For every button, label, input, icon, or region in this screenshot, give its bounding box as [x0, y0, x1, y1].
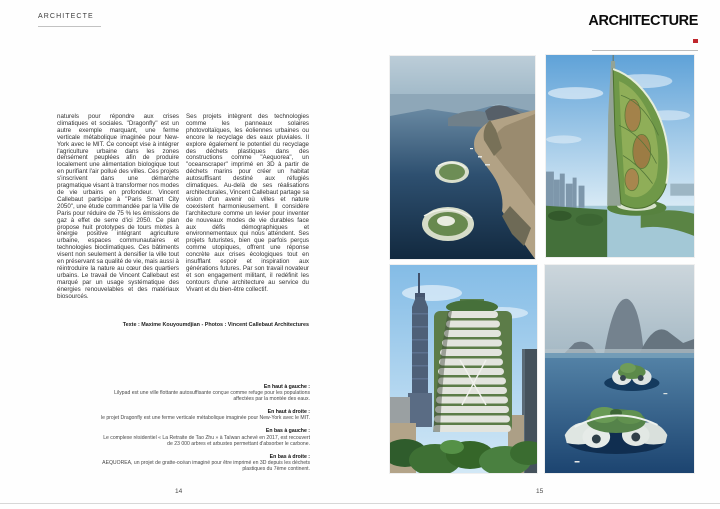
article-column-2: Ses projets intègrent des technologies comme les panneaux solaires photovoltaïques, les éoliennes urbaines ou encore le recyclage des eaux pluviales. Il explore également le potentiel du recyclage des déchets plastiques dans des constructions comme "Aequorea", un "oceanscraper" imprimé en 3D à partir de déchets marins pour créer un habitat autosuffisant destiné aux réfugiés climatiques. Au-delà de ses réalisations architecturales, Vincent Callebaut partage sa vision d'un avenir où villes et nature coexistent harmonieusement. Il considère l'architecture comme un levier pour inventer de nouveaux modes de vie durables face aux défis démographiques et environnementaux qui nous attendent. Ses projets futuristes, bien que parfois perçus comme utopiques, offrent une réponse concrète aux crises écologiques tout en insufflant espoir et inspiration aux générations futures. Par son travail novateur et son engagement militant, il redéfinit les contours d'une architecture au service du Vivant et du bien-être collectif.: [186, 113, 309, 293]
photo-illustration: [546, 55, 694, 257]
caption-body: Lilypad est une ville flottante autosuffisante conçue comme refuge pour les populations affectées par la montée des eaux.: [114, 390, 310, 403]
logo-red-mark: [693, 39, 698, 43]
photo-dragonfly-tower: [546, 55, 694, 257]
caption-title: En haut à gauche :: [263, 384, 310, 390]
photo-aequorea-oceanscraper: [545, 265, 694, 473]
logo-wordmark: ARCHITECTURE: [588, 13, 698, 29]
photo-lilypad-monaco-aerial: [390, 56, 535, 259]
twisting-green-tower: [433, 299, 512, 432]
magazine-logo: [586, 12, 698, 51]
caption-title: En haut à droite :: [267, 409, 310, 416]
article-column-1: naturels pour répondre aux crises climatiques et sociales. "Dragonfly" est un autre exemple marquant, une ferme verticale métabolique imaginée pour New-York avec le MIT. Ce concept vise à intégrer l'agriculture urbaine dans les zones densément peuplées afin de produire localement une alimentation biologique tout en purifiant l'air pollué des villes. Ces projets s'inscrivent dans une démarche pragmatique visant à transformer nos modes de vie urbains en profondeur. Vincent Callebaut participe à "Paris Smart City 2050", une étude commandée par la Ville de Paris pour réduire de 75 % les émissions de gaz à effet de serre d'ici 2050. Ce plan propose huit prototypes de tours mixtes à énergie positive intégrant agriculture urbaine, espaces communautaires et technologies bioclimatiques. Ces bâtiments visent non seulement à densifier la ville tout en préservant sa qualité de vie, mais aussi à réintroduire la nature au cœur des quartiers urbains. Le travail de Vincent Callebaut est marqué par un usage systématique des énergies renouvelables et des matériaux biosourcés.: [57, 113, 179, 300]
logo-tagline-rule: [592, 50, 698, 51]
photo-tao-zhu-tower: [390, 265, 537, 473]
caption-bottom-right: [100, 454, 310, 472]
caption-body: Le complexe résidentiel « La Retraite de Tao Zhu » à Taïwan achevé en 2017, est recouvert de 23 000 arbres et arbustes permettant d'absorber le carbone.: [103, 434, 310, 447]
caption-title: En bas à gauche :: [265, 428, 310, 435]
photo-captions-block: [100, 384, 310, 479]
photo-illustration: [545, 265, 694, 473]
photo-illustration: [390, 265, 537, 473]
caption-top-left: [100, 384, 310, 402]
caption-bottom-left: [100, 428, 310, 446]
caption-body: AEQUOREA, un projet de gratte-océan imaginé pour être imprimé en 3D depuis les déchets plastiques du 7ème continent.: [102, 459, 310, 472]
section-underline: [38, 26, 101, 27]
caption-top-right: [100, 409, 310, 421]
section-label: ARCHITECTE: [38, 13, 94, 20]
article-credit-line: Texte : Maxime Kouyoumdjian - Photos : Vincent Callebaut Architectures: [122, 322, 309, 328]
bottom-rule: [0, 503, 720, 504]
caption-body: le projet Dragonfly est une ferme verticale métabolique imaginée pour New-York avec le MIT.: [100, 415, 310, 422]
photo-illustration: [390, 56, 535, 259]
page-number-right: 15: [536, 488, 544, 495]
page-number-left: 14: [175, 488, 183, 495]
caption-title: En bas à droite :: [269, 453, 310, 460]
lilypad-island-large: [422, 207, 474, 241]
lilypad-island-small: [435, 161, 469, 183]
